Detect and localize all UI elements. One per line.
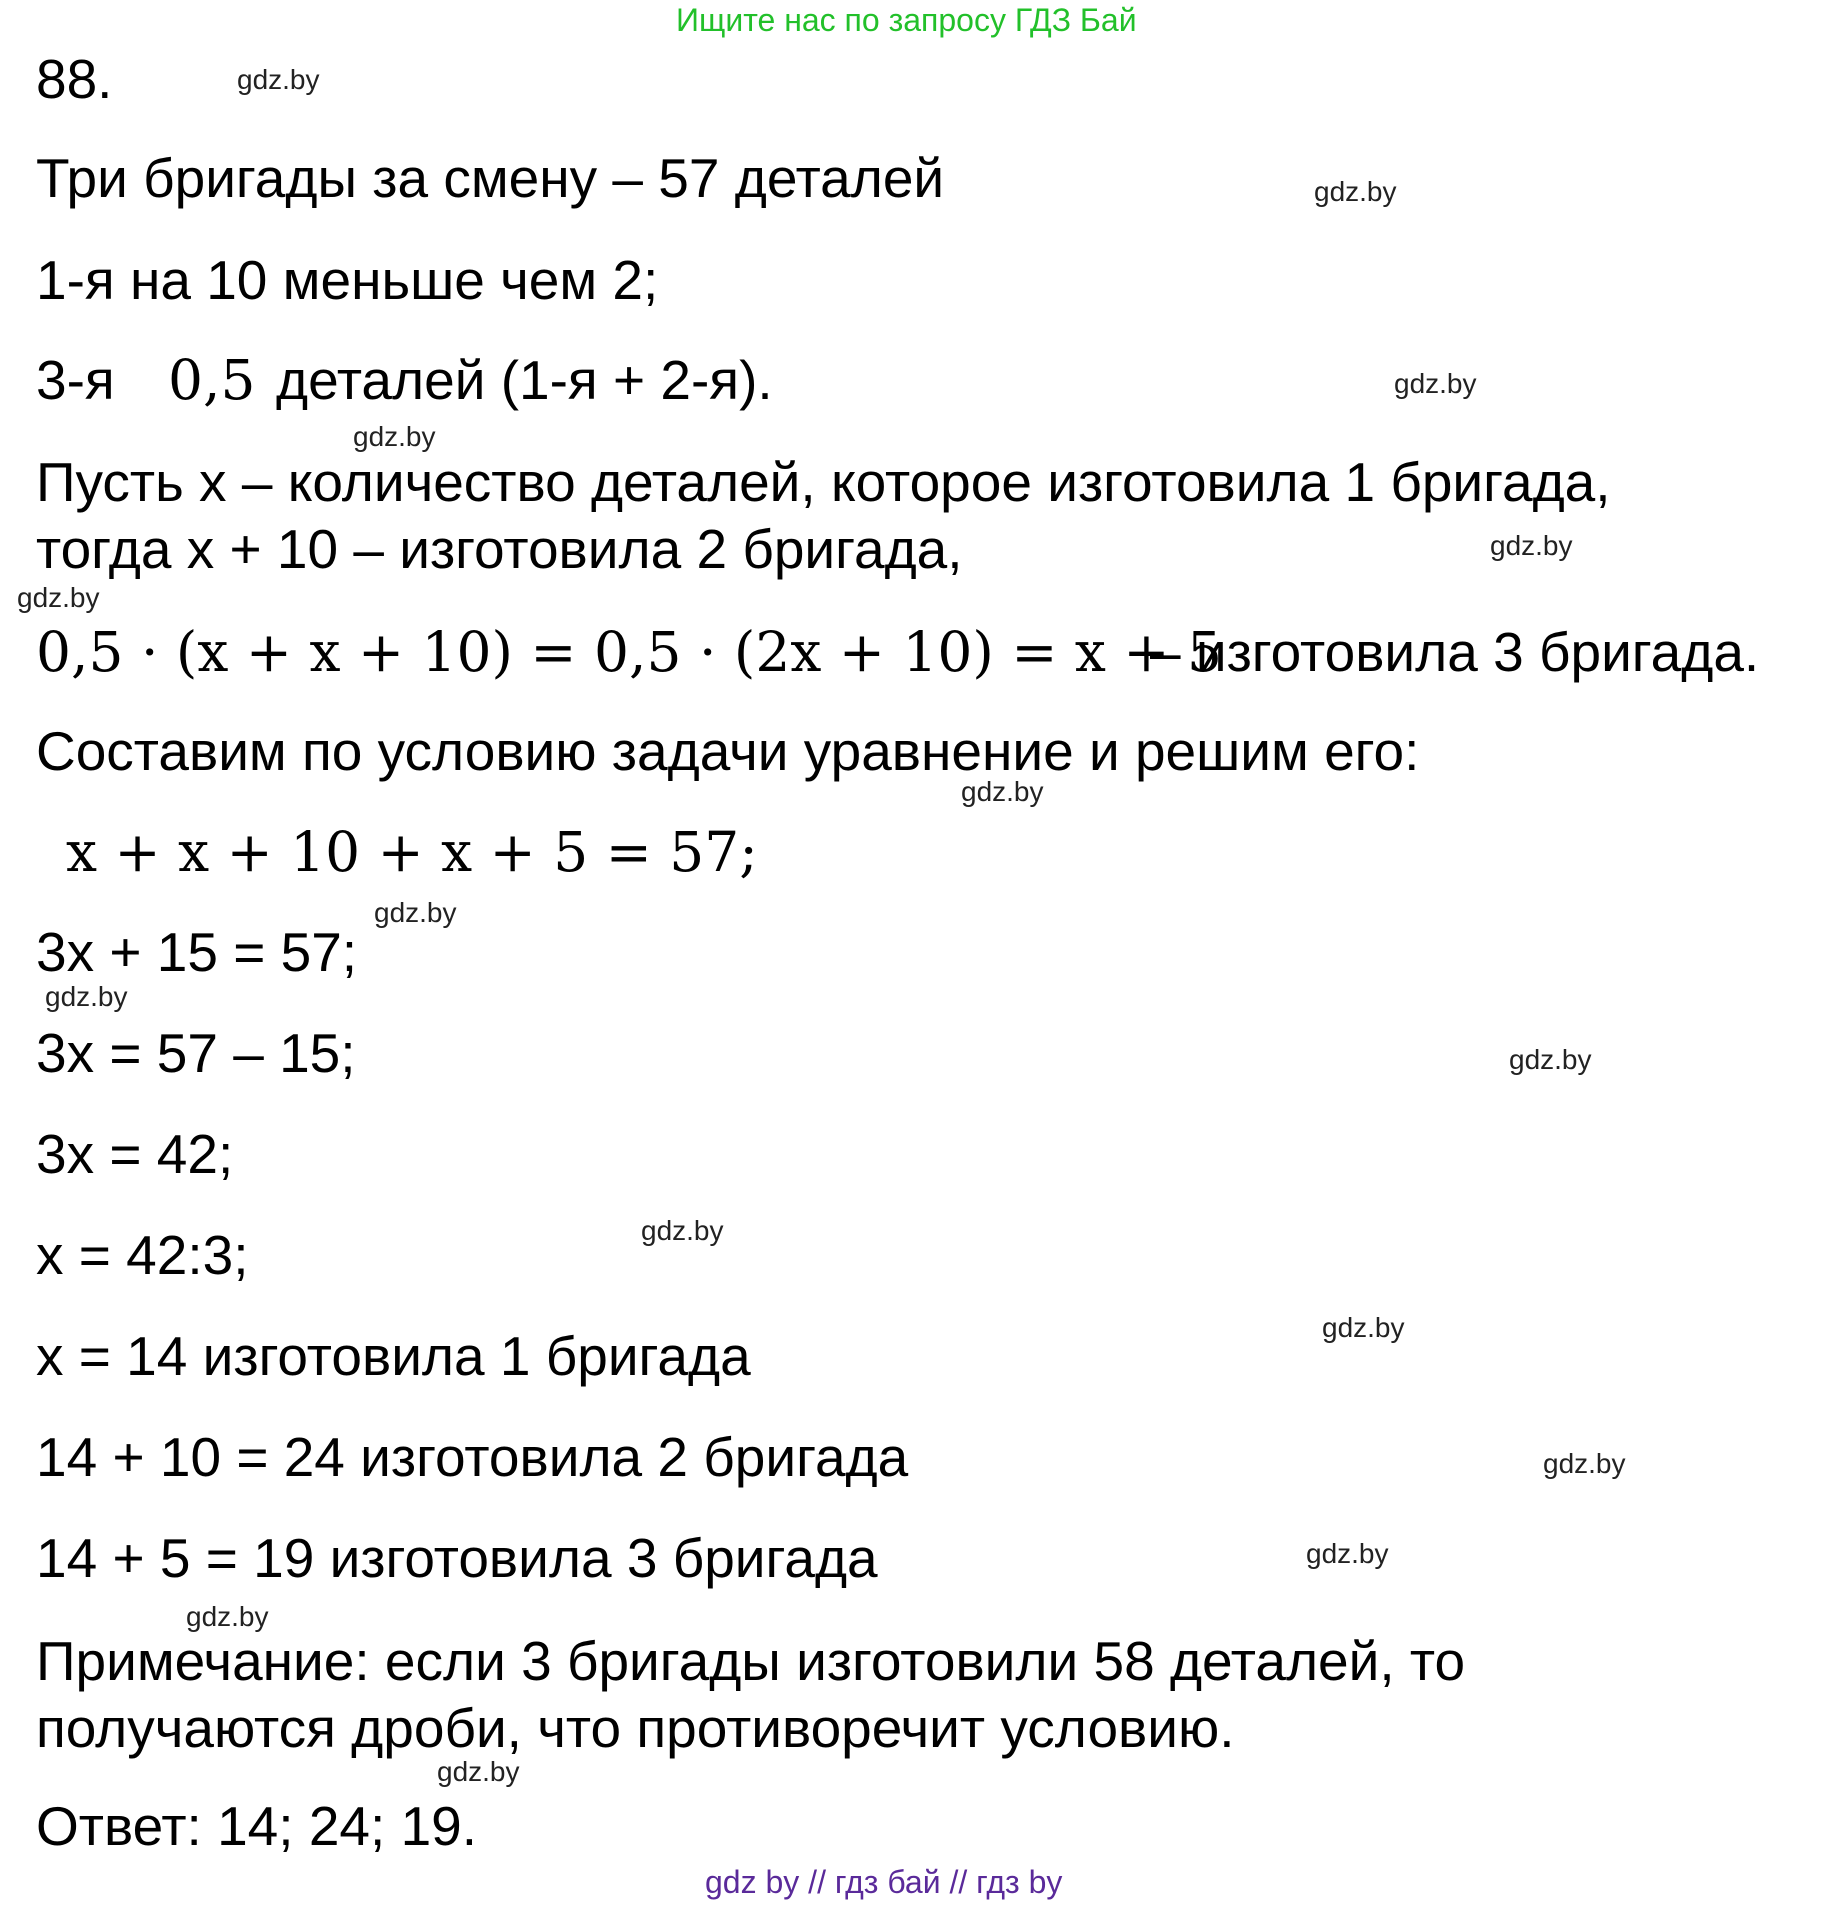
math-expression: 0,5 · (x + x + 10) = 0,5 · (2x + 10) = x + 5 xyxy=(36,620,1222,684)
text-line-1: Три бригады за смену – 57 деталей xyxy=(36,147,945,209)
watermark: gdz.by xyxy=(45,981,128,1012)
watermark: gdz.by xyxy=(186,1601,269,1632)
watermark: gdz.by xyxy=(237,64,320,95)
result-3: 14 + 5 = 19 изготовила 3 бригада xyxy=(36,1527,878,1589)
equation-1: x + x + 10 + x + 5 = 57; xyxy=(66,820,758,884)
search-banner: Ищите нас по запросу ГДЗ Бай xyxy=(676,2,1137,38)
text-line-3-coef: 0,5 xyxy=(168,348,256,412)
note-line-2: получаются дроби, что противоречит условию. xyxy=(36,1697,1235,1759)
result-1: x = 14 изготовила 1 бригада xyxy=(36,1325,751,1387)
equation-3: 3x = 57 – 15; xyxy=(36,1022,356,1084)
answer: Ответ: 14; 24; 19. xyxy=(36,1795,478,1857)
watermark: gdz.by xyxy=(353,421,436,452)
watermark: gdz.by xyxy=(1509,1044,1592,1075)
text-line-4: Пусть x – количество деталей, которое изготовила 1 бригада, xyxy=(36,451,1611,513)
watermark: gdz.by xyxy=(961,776,1044,807)
problem-number: 88. xyxy=(36,48,113,110)
watermark: gdz.by xyxy=(374,897,457,928)
watermark: gdz.by xyxy=(641,1215,724,1246)
watermark: gdz.by xyxy=(1322,1312,1405,1343)
watermark: gdz.by xyxy=(1490,530,1573,561)
text-line-7: Составим по условию задачи уравнение и решим его: xyxy=(36,720,1420,782)
result-2: 14 + 10 = 24 изготовила 2 бригада xyxy=(36,1426,909,1488)
watermark: gdz.by xyxy=(1543,1448,1626,1479)
text-line-5: тогда x + 10 – изготовила 2 бригада, xyxy=(36,518,963,580)
footer-links: gdz by // гдз бай // гдз by xyxy=(705,1864,1063,1900)
equation-5: x = 42:3; xyxy=(36,1224,249,1286)
equation-4: 3x = 42; xyxy=(36,1123,234,1185)
text-line-3-label: 3-я xyxy=(36,349,115,411)
text-line-2: 1-я на 10 меньше чем 2; xyxy=(36,249,659,311)
text-line-6: – изготовила 3 бригада. xyxy=(1150,621,1760,683)
watermark: gdz.by xyxy=(1394,368,1477,399)
watermark: gdz.by xyxy=(17,582,100,613)
watermark: gdz.by xyxy=(1306,1538,1389,1569)
equation-2: 3x + 15 = 57; xyxy=(36,921,358,983)
note-line-1: Примечание: если 3 бригады изготовили 58 деталей, то xyxy=(36,1630,1466,1692)
watermark: gdz.by xyxy=(437,1756,520,1787)
watermark: gdz.by xyxy=(1314,176,1397,207)
text-line-3-rest: деталей (1-я + 2-я). xyxy=(276,349,773,411)
